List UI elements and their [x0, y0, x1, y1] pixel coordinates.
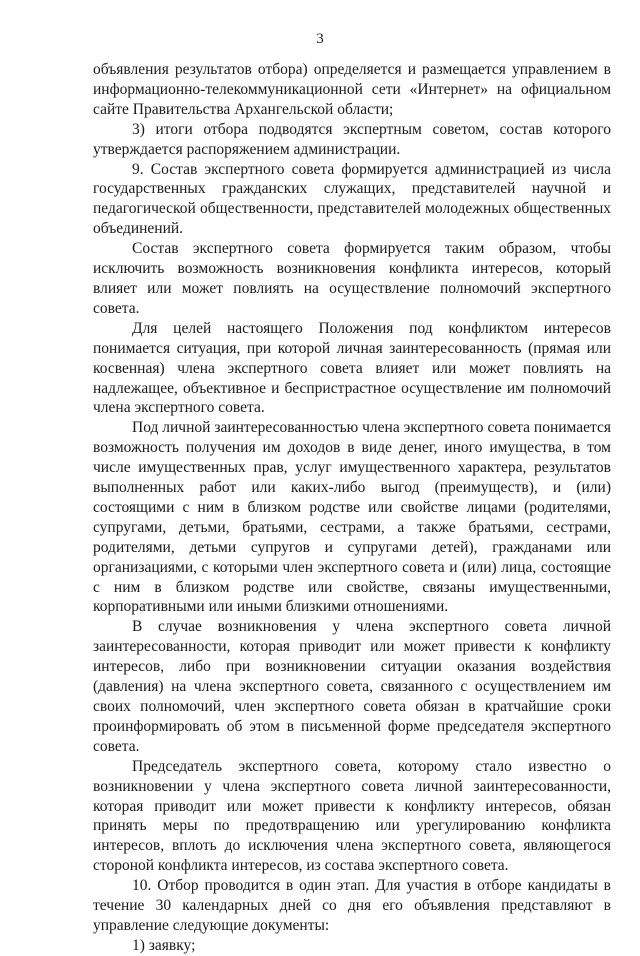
paragraph: Председатель экспертного совета, которому стало известно о возникновении у члена экспертного совета личной заинтересованности, которая приводит или может привести к конфликту интересов, обязан принять меры по предотвращению или урегулированию конфликта интересов, вплоть до исключения члена экспертного совета, являющегося стороной конфликта интересов, из состава экспертного совета.	[93, 757, 611, 875]
page-number: 3	[316, 31, 324, 47]
document-body	[93, 60, 611, 956]
paragraph: 1) заявку;	[132, 936, 196, 954]
paragraph: В случае возникновения у члена экспертного совета личной заинтересованности, которая приводит или может привести к конфликту интересов, либо при возникновении ситуации оказания воздействия (давления) на члена экспертного совета, связанного с осуществлением им своих полномочий, член экспертного совета обязан в кратчайшие сроки проинформировать об этом в письменной форме председателя экспертного совета.	[93, 618, 611, 755]
paragraph: Под личной заинтересованностью члена экспертного совета понимается возможность получения им доходов в виде денег, иного имущества, в том числе имущественных прав, услуг имущественного характера, результатов выполненных работ или каких-либо выгод (преимуществ), и (или) состоящими с ним в близком родстве или свойстве лицами (родителями, супругами, детьми, братьями, сестрами, а также братьями, сестрами, родителями, детьми супругов и супругами детей), гражданами или организациями, с которыми член экспертного совета и (или) лица, состоящие с ним в близком родстве или свойстве, связаны имущественными, корпоративными или иными близкими отношениями.	[93, 419, 611, 616]
paragraph: 9. Состав экспертного совета формируется администрацией из числа государственных гражданских служащих, представителей научной и педагогической общественности, представителей молодежных общественных объединений.	[93, 160, 611, 238]
paragraph: 3) итоги отбора подводятся экспертным советом, состав которого утверждается распоряжением администрации.	[93, 120, 611, 158]
paragraph: Состав экспертного совета формируется таким образом, чтобы исключить возможность возникновения конфликта интересов, который влияет или может повлиять на осуществление полномочий экспертного совета.	[93, 240, 611, 317]
paragraph: объявления результатов отбора) определяется и размещается управлением в информационно-телекоммуникационной сети «Интернет» на официальном сайте Правительства Архангельской области;	[93, 61, 611, 118]
paragraph: 10. Отбор проводится в один этап. Для участия в отборе кандидаты в течение 30 календарных дней со дня его объявления представляют в управление следующие документы:	[93, 877, 611, 934]
paragraph: Для целей настоящего Положения под конфликтом интересов понимается ситуация, при которой личная заинтересованность (прямая или косвенная) члена экспертного совета влияет или может повлиять на надлежащее, объективное и беспристрастное осуществление им полномочий члена экспертного совета.	[93, 319, 611, 417]
